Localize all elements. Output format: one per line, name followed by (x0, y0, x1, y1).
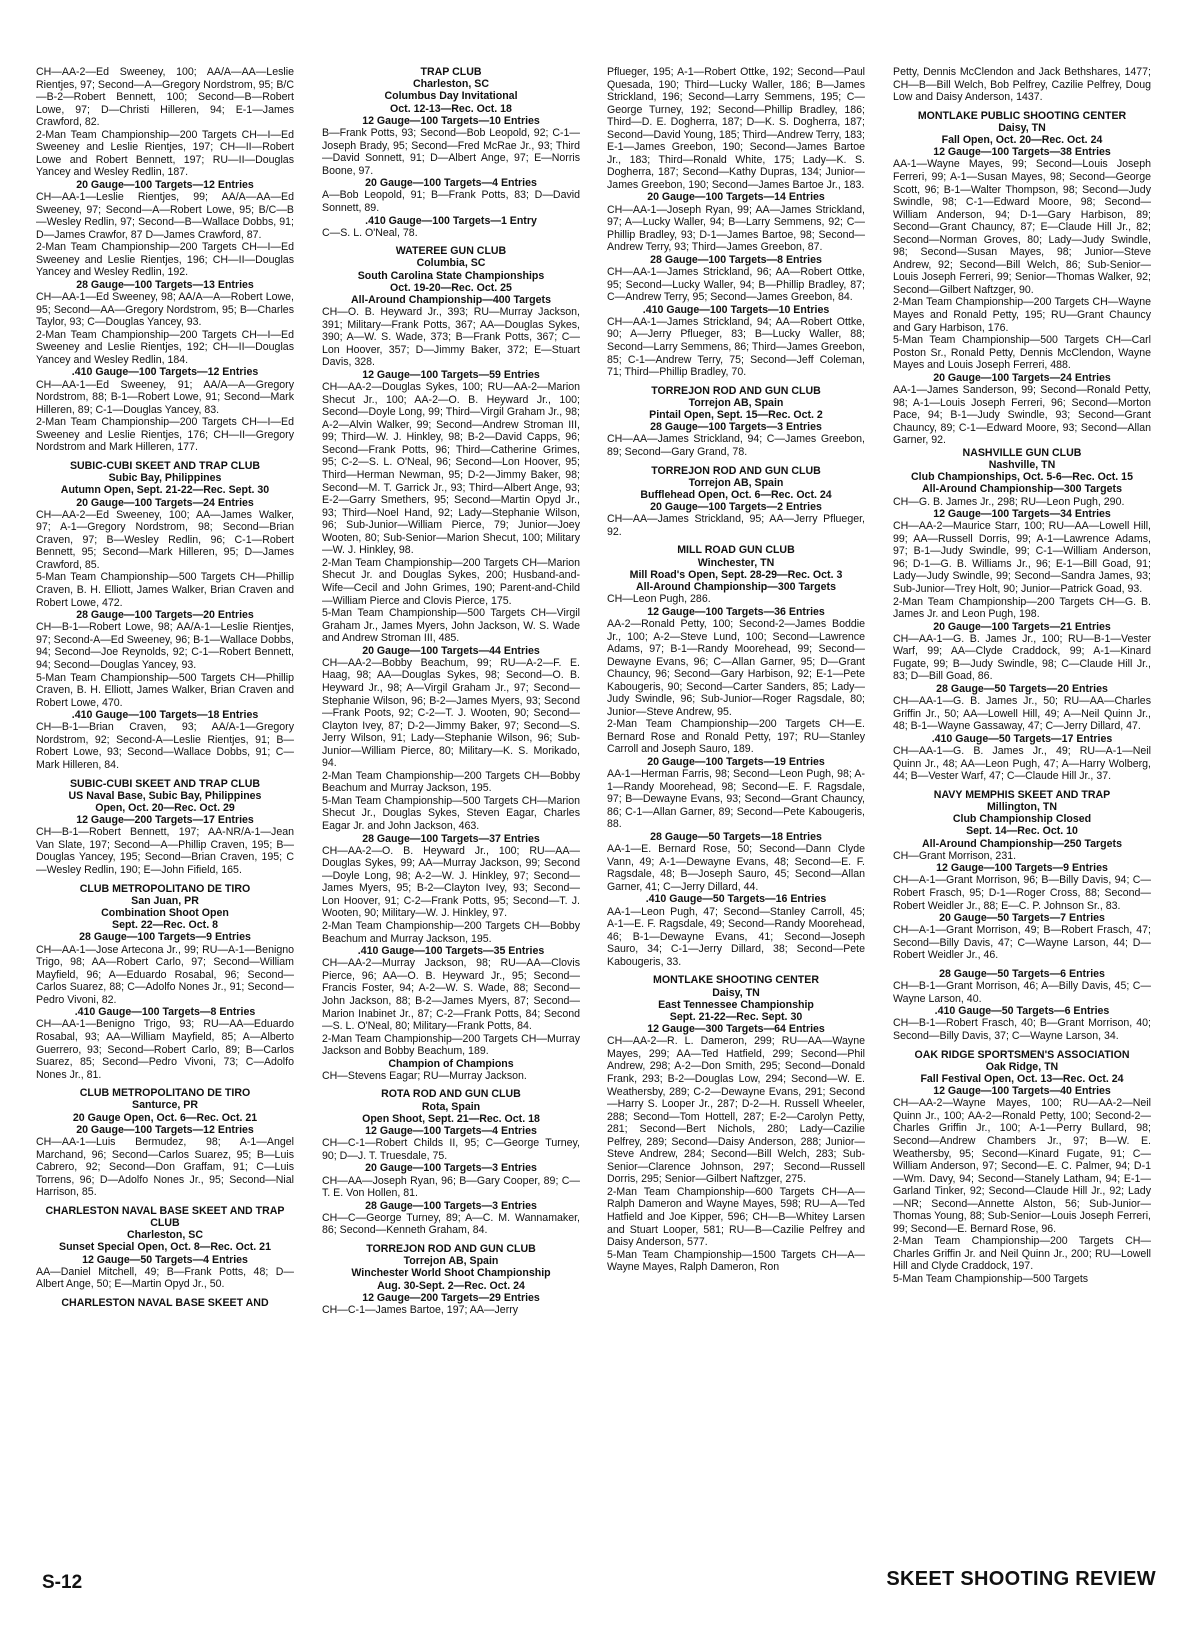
club-heading: CLUB METROPOLITANO DE TIRO (79, 1087, 251, 1100)
results-paragraph: 2-Man Team Championship—200 Targets CH—E. Bernard Rose and Ronald Petty, 197; RU—Stanley Carroll and Joseph Sauro, 189. (607, 718, 865, 756)
results-paragraph: AA-1—Herman Farris, 98; Second—Leon Pugh, 98; A-1—Randy Moorehead, 98; Second—E. F. Ragsdale, 97; B—Dewayne Evans, 93; Second—Grant Chauncy, 86; C-1—Allan Garner, 89; Second—Pete Kabougeris, 88. (607, 768, 865, 831)
results-paragraph: CH—AA-1—Ed Sweeney, 98; AA/A—A—Robert Lowe, 95; Second—AA—Gregory Nordstrom, 95; B—Charles Taylor, 93; C—Douglas Yancey, 93. (36, 291, 294, 329)
results-paragraph: C—S. L. O'Neal, 78. (322, 226, 418, 239)
club-heading: MONTLAKE PUBLIC SHOOTING CENTER (917, 109, 1127, 122)
event-subheading: 20 Gauge—100 Targets—24 Entries (76, 496, 254, 509)
event-subheading: Torrejon AB, Spain (403, 1255, 499, 1268)
event-subheading: 20 Gauge—100 Targets—21 Entries (933, 620, 1111, 633)
event-subheading: Nashville, TN (988, 458, 1056, 471)
event-subheading: Oak Ridge, TN (985, 1060, 1059, 1073)
event-subheading: Columbia, SC (416, 257, 486, 270)
event-subheading: All-Around Championship—300 Targets (636, 581, 836, 594)
results-paragraph: CH—B-1—Grant Morrison, 46; A—Billy Davis, 45; C—Wayne Larson, 40. (893, 980, 1151, 1005)
event-subheading: Sept. 21-22—Rec. Sept. 30 (669, 1010, 803, 1023)
results-paragraph: AA—Daniel Mitchell, 49; B—Frank Potts, 48; D—Albert Ange, 50; E—Martin Opyd Jr., 50. (36, 1265, 294, 1291)
text-column-4 (893, 66, 1151, 1286)
event-subheading: 12 Gauge—300 Targets—64 Entries (647, 1023, 825, 1036)
results-paragraph: CH—AA-2—O. B. Heyward Jr., 100; RU—AA—Douglas Sykes, 99; AA—Murray Jackson, 99; Second—Doyle Long, 98; A-2—W. J. Hinkley, 97; Second—James Myers, 95; B-2—Clayton Ivey, 93; Second—Lon Hoover, 91; C-2—Frank Potts, 95; Second—T. J. Wooten, 90; Military—W. J. Hinkley, 97. (322, 844, 580, 920)
results-paragraph: 2-Man Team Championship—200 Targets CH—Bobby Beachum and Murray Jackson, 195. (322, 920, 580, 945)
event-subheading: 28 Gauge—100 Targets—9 Entries (79, 931, 251, 944)
results-paragraph: 2-Man Team Championship—200 Targets CH—Wayne Mayes and Ronald Petty, 195; RU—Grant Chauncy and Gary Harbison, 176. (893, 296, 1151, 334)
event-subheading: All-Around Championship—300 Targets (922, 483, 1122, 496)
results-paragraph: CH—B-1—Robert Lowe, 98; AA/A-1—Leslie Rientjes, 97; Second-A—Ed Sweeney, 96; B-1—Wallace Dobbs, 94; Second—Joe Reynolds, 92; C-1—Robert Bennett, 94; Second—Douglas Yancey, 93. (36, 621, 294, 671)
results-paragraph: 2-Man Team Championship—200 Targets CH—Bobby Beachum and Murray Jackson, 195. (322, 769, 580, 795)
event-subheading: 20 Gauge—100 Targets—19 Entries (647, 756, 825, 769)
results-paragraph: CH—C—George Turney, 89; A—C. M. Wannamaker, 86; Second—Kenneth Graham, 84. (322, 1211, 580, 1237)
event-subheading: 28 Gauge—100 Targets—8 Entries (650, 253, 822, 266)
event-subheading: .410 Gauge—100 Targets—10 Entries (642, 303, 830, 316)
results-paragraph: CH—AA-1—Leslie Rientjes, 99; AA/A—AA—Ed Sweeney, 97; Second—A—Robert Lowe, 95; B/C—B—Wesley Redlin, 97; Second—B—Wallace Dobbs, 91; D—James Crawfor, 87 D—James Crawford, 87. (36, 191, 294, 241)
text-column-3 (607, 66, 865, 1274)
results-paragraph: 5-Man Team Championship—500 Targets (893, 1273, 1089, 1286)
event-subheading: South Carolina State Championships (357, 269, 545, 282)
event-subheading: Torrejon AB, Spain (688, 476, 784, 489)
event-subheading: East Tennessee Championship (658, 998, 814, 1011)
club-heading: CHARLESTON NAVAL BASE SKEET AND TRAP CLUB (45, 1204, 285, 1229)
results-paragraph: 5-Man Team Championship—1500 Targets CH—A—Wayne Mayes, Ralph Dameron, Ron (607, 1248, 865, 1274)
event-subheading: 28 Gauge—100 Targets—20 Entries (76, 609, 254, 622)
results-paragraph: 2-Man Team Championship—200 Targets CH—I—Ed Sweeney and Leslie Rientjes, 176; CH—II—Gregory Nordstrom and Mark Hilleren, 177. (36, 416, 294, 454)
results-paragraph: 5-Man Team Championship—500 Targets CH—Carl Poston Sr., Ronald Petty, Dennis McClendon, Wayne Mayes and Louis Joseph Ferreri, 488. (893, 334, 1151, 372)
event-subheading: 28 Gauge—50 Targets—6 Entries (939, 967, 1105, 980)
event-subheading: .410 Gauge—50 Targets—16 Entries (645, 893, 827, 906)
event-subheading: 20 Gauge—100 Targets—4 Entries (365, 177, 537, 190)
event-subheading: 20 Gauge—100 Targets—12 Entries (76, 178, 254, 191)
event-subheading: Subic Bay, Philippines (108, 472, 222, 485)
event-subheading: 28 Gauge—50 Targets—18 Entries (650, 830, 822, 843)
event-subheading: .410 Gauge—100 Targets—8 Entries (74, 1006, 256, 1019)
results-paragraph: 5-Man Team Championship—500 Targets CH—Phillip Craven, B. H. Elliott, James Walker, Brian Craven and Robert Lowe, 472. (36, 571, 294, 609)
results-paragraph: AA-1—Wayne Mayes, 99; Second—Louis Joseph Ferreri, 99; A-1—Susan Mayes, 98; Second—George Scott, 96; B-1—Walter Thompson, 98; Second—Judy Swindle, 98; C-1—Edward Moore, 98; Second—William Anderson, 94; D-1—Gary Harbison, 89; Second—Grant Chauncy, 87; E—Claude Hill Jr., 82; Second—Norman Groves, 80; Lady—Judy Swindle, 98; Second—Susan Mayes, 98; Junior—Steve Andrew, 92; Second—Bill Welch, 86; Sub-Senior—Louis Joseph Ferreri, 99; Senior—Thomas Walker, 92; Second—Gilbert Naftzger, 90. (893, 158, 1151, 296)
results-paragraph: AA-1—E. Bernard Rose, 50; Second—Dann Clyde Vann, 49; A-1—Dewayne Evans, 48; Second—E. F. Ragsdale, 48; B—Joseph Sauro, 45; Second—Allan Garner, 41; C—Jerry Dillard, 44. (607, 843, 865, 893)
event-subheading: Club Championships, Oct. 5-6—Rec. Oct. 15 (911, 471, 1133, 484)
event-subheading: Bufflehead Open, Oct. 6—Rec. Oct. 24 (640, 488, 832, 501)
club-heading: MILL ROAD GUN CLUB (677, 544, 795, 557)
results-paragraph: 2-Man Team Championship—200 Targets CH—I—Ed Sweeney and Leslie Rientjes, 196; CH—II—Douglas Yancey and Wesley Redlin, 192. (36, 241, 294, 279)
event-subheading: Sept. 14—Rec. Oct. 10 (966, 825, 1078, 838)
results-paragraph: CH—AA-2—Bobby Beachum, 99; RU—A-2—F. E. Haag, 98; AA—Douglas Sykes, 98; Second—O. B. Heyward Jr., 98; A—Virgil Graham Jr., 97; Second—Stephanie Wilson, 96; B-2—James Myers, 93; Second—Frank Poots, 92; C-2—T. J. Wooten, 90; Second—Clayton Ivey, 87; D-2—Jimmy Baker, 97; Second—S. Jerry Wilson, 91; Lady—Stephanie Wilson, 96; Sub-Junior—William Pierce, 80; Military—K. S. Morikado, 94. (322, 656, 580, 770)
event-subheading: 12 Gauge—200 Targets—17 Entries (76, 814, 254, 827)
event-subheading: Sept. 22—Rec. Oct. 8 (112, 919, 218, 932)
event-subheading: Torrejon AB, Spain (688, 396, 784, 409)
event-subheading: 12 Gauge—100 Targets—40 Entries (933, 1085, 1111, 1098)
results-paragraph: CH—AA-1—Luis Bermudez, 98; A-1—Angel Marchand, 96; Second—Carlos Suarez, 95; B—Luis Cabrero, 92; Second—Don Graffam, 91; C—Luis Torrens, 96; D—Adolfo Nones Jr., 95; Second—Nial Harrison, 85. (36, 1136, 294, 1199)
page-number: S-12 (42, 1572, 83, 1593)
results-paragraph: CH—AA—James Strickland, 94; C—James Greebon, 89; Second—Gary Grand, 78. (607, 433, 865, 458)
event-subheading: 20 Gauge—100 Targets—2 Entries (650, 501, 822, 514)
event-subheading: 20 Gauge—100 Targets—3 Entries (365, 1162, 537, 1175)
results-paragraph: CH—G. B. James Jr., 298; RU—Leon Pugh, 290. (893, 495, 1125, 508)
event-subheading: San Juan, PR (131, 894, 199, 907)
club-heading: SUBIC-CUBI SKEET AND TRAP CLUB (69, 459, 261, 472)
results-paragraph: CH—AA—Joseph Ryan, 96; B—Gary Cooper, 89; C—T. E. Von Hollen, 81. (322, 1174, 580, 1200)
results-paragraph: CH—AA-1—Ed Sweeney, 91; AA/A—A—Gregory Nordstrom, 88; B-1—Robert Lowe, 91; Second—Mark Hilleren, 89; C-1—Douglas Yancey, 83. (36, 378, 294, 416)
event-subheading: Combination Shoot Open (101, 906, 229, 919)
event-subheading: Rota, Spain (421, 1100, 481, 1113)
results-paragraph: CH—B-1—Brian Craven, 93; AA/A-1—Gregory Nordstrom, 92; Second-A—Leslie Rientjes, 91; B—Robert Lowe, 93; Second—Wallace Dobbs, 91; C—Mark Hilleren, 84. (36, 721, 294, 771)
results-paragraph: AA-1—Leon Pugh, 47; Second—Stanley Carroll, 45; A-1—E. F. Ragsdale, 49; Second—Randy Moorehead, 46; B-1—Dewayne Evans, 41; Second—Joseph Sauro, 34; C-1—Jerry Dillard, 38; Second—Pete Kabougeris, 33. (607, 905, 865, 968)
results-paragraph: 5-Man Team Championship—500 Targets CH—Virgil Graham Jr., James Myers, John Jackson, W. S. Wade and Andrew Stroman III, 485. (322, 607, 580, 645)
club-heading: TORREJON ROD AND GUN CLUB (366, 1242, 536, 1255)
results-paragraph: AA-2—Ronald Petty, 100; Second-2—James Boddie Jr., 100; A-2—Steve Lund, 100; Second—Lawrence Adams, 97; B-1—Randy Moorehead, 99; Second—Dewayne Evans, 96; C—Allan Garner, 95; D—Grant Chauncy, 96; Second—Gary Harbison, 92; E-1—Pete Kabougeris, 90; Second—Carter Sanders, 85; Lady—Judy Swindle, 96; Sub-Junior—Roger Ragsdale, 80; Junior—Steve Andrew, 95. (607, 618, 865, 718)
club-heading: OAK RIDGE SPORTSMEN'S ASSOCIATION (914, 1048, 1130, 1061)
results-paragraph: Petty, Dennis McClendon and Jack Bethshares, 1477; CH—B—Bill Welch, Bob Pelfrey, Cazilie Pelfrey, Doug Low and Daisy Anderson, 1437. (893, 66, 1151, 104)
results-paragraph: CH—A-1—Grant Morrison, 96; B—Billy Davis, 94; C—Robert Frasch, 95; D-1—Roger Cross, 88; Second—Robert Weidler Jr., 88; E—C. P. Johnson Sr., 83. (893, 874, 1151, 912)
results-paragraph: CH—AA-1—James Strickland, 94; AA—Robert Ottke, 90; A—Jerry Pflueger, 83; B—Lucky Waller, 88; Second—Larry Semmens, 86; Third—James Greebon, 85; C-1—Andrew Terry, 75; Second—Jeff Coleman, 71; Third—Phillip Bradley, 70. (607, 315, 865, 379)
results-paragraph: CH—AA—James Strickland, 95; AA—Jerry Pflueger, 92. (607, 513, 865, 538)
event-subheading: All-Around Championship—250 Targets (922, 837, 1122, 850)
results-paragraph: CH—AA-2—Ed Sweeney, 100; AA/A—AA—Leslie Rientjes, 97; Second—A—Gregory Nordstrom, 95; B/C—B-2—Robert Bennett, 100; Second—B—Robert Lowe, 97; D—Christi Hilleren, 94; E-1—James Crawford, 82. (36, 66, 294, 129)
results-paragraph: CH—AA-1—G. B. James Jr., 100; RU—B-1—Vester Warf, 99; AA—Clyde Craddock, 99; A-1—Kinard Fugate, 99; B—Judy Swindle, 98; C—Claude Hill Jr., 83; D—Bill Goad, 86. (893, 632, 1151, 683)
results-paragraph: CH—AA-2—Maurice Starr, 100; RU—AA—Lowell Hill, 99; AA—Russell Dorris, 99; A-1—Lawrence Adams, 97; B-1—Judy Swindle, 99; C-1—William Anderson, 96; D-1—G. B. Williams Jr., 96; E-1—Bill Goad, 91; Lady—Judy Swindle, 99; Second—Sandra James, 93; Sub-Junior—Trey Holt, 90; Junior—Patrick Goad, 93. (893, 520, 1151, 595)
event-subheading: 20 Gauge Open, Oct. 6—Rec. Oct. 21 (72, 1111, 258, 1124)
event-subheading: Millington, TN (986, 800, 1058, 813)
results-paragraph: 2-Man Team Championship—200 Targets CH—Charles Griffin Jr. and Neil Quinn Jr., 200; RU—Lowell Hill and Clyde Craddock, 197. (893, 1235, 1151, 1273)
results-paragraph: Pflueger, 195; A-1—Robert Ottke, 192; Second—Paul Quesada, 190; Third—Lucky Waller, 186; B—James Strickland, 196; Second—Larry Semmens, 195; C—George Turney, 192; Second—Phillip Bradley, 186; Third—D. E. Dogherra, 187; D—K. S. Dogherra, 187; Second—David Young, 185; Third—Andrew Terry, 183; E-1—James Greebon, 190; Second—James Bartoe Jr., 183; Third—Ronald White, 175; Lady—K. S. Dogherra, 187; Second—Kathy Dupras, 134; Junior—James Greebon, 190; Second—James Bartoe Jr., 183. (607, 66, 865, 191)
text-column-1 (36, 66, 294, 1309)
event-subheading: .410 Gauge—100 Targets—12 Entries (71, 366, 259, 379)
event-subheading: Mill Road's Open, Sept. 28-29—Rec. Oct. 3 (629, 568, 843, 581)
event-subheading: 28 Gauge—100 Targets—3 Entries (650, 421, 822, 434)
results-paragraph: CH—AA-1—Jose Artecona Jr., 99; RU—A-1—Benigno Trigo, 98; AA—Robert Carlo, 97; Second—William Mayfield, 96; A—Eduardo Rosabal, 96; Second—Carlos Suarez, 88; C—Adolfo Nones Jr., 91; Second—Pedro Vivoni, 82. (36, 943, 294, 1006)
results-paragraph: CH—C-1—Robert Childs II, 95; C—George Turney, 90; D—J. T. Truesdale, 75. (322, 1137, 580, 1162)
results-paragraph: CH—Grant Morrison, 231. (893, 849, 1017, 862)
event-subheading: Daisy, TN (998, 121, 1046, 134)
results-paragraph: CH—AA-1—G. B. James Jr., 50; RU—AA—Charles Griffin Jr., 50; AA—Lowell Hill, 49; A—Neil Quinn Jr., 48; B-1—Wayne Gassaway, 47; C—Jerry Dillard, 47. (893, 695, 1151, 733)
event-subheading: .410 Gauge—100 Targets—18 Entries (71, 709, 259, 722)
event-subheading: Columbus Day Invitational (384, 90, 518, 103)
event-subheading: 20 Gauge—100 Targets—12 Entries (76, 1123, 254, 1136)
event-subheading: .410 Gauge—100 Targets—1 Entry (365, 214, 537, 227)
results-paragraph: CH—Leon Pugh, 286. (607, 593, 711, 606)
event-subheading: US Naval Base, Subic Bay, Philippines (68, 789, 262, 802)
event-subheading: Open Shoot, Sept. 21—Rec. Oct. 18 (362, 1112, 540, 1125)
event-subheading: 20 Gauge—50 Targets—7 Entries (939, 912, 1105, 925)
club-heading: NAVY MEMPHIS SKEET AND TRAP (933, 788, 1111, 801)
text-column-2 (322, 66, 580, 1317)
event-subheading: Winchester World Shoot Championship (351, 1267, 551, 1280)
event-subheading: All-Around Championship—400 Targets (351, 294, 551, 307)
event-subheading: 28 Gauge—50 Targets—20 Entries (936, 683, 1108, 696)
event-subheading: 12 Gauge—100 Targets—10 Entries (362, 114, 540, 127)
club-heading: CLUB METROPOLITANO DE TIRO (79, 882, 251, 895)
club-heading: MONTLAKE SHOOTING CENTER (653, 974, 819, 987)
event-subheading: 12 Gauge—100 Targets—59 Entries (362, 369, 540, 381)
results-paragraph: 2-Man Team Championship—200 Targets CH—Marion Shecut Jr. and Douglas Sykes, 200; Husband-and-Wife—Cecil and John Grimes, 190; Parent-and-Child—William Pierce and Clovis Pierce, 175. (322, 556, 580, 607)
results-paragraph: 2-Man Team Championship—200 Targets CH—I—Ed Sweeney and Leslie Rientjes, 192; CH—II—Douglas Yancey and Wesley Redlin, 184. (36, 328, 294, 366)
event-subheading: .410 Gauge—100 Targets—35 Entries (357, 945, 545, 958)
event-subheading: 12 Gauge—100 Targets—38 Entries (933, 146, 1111, 159)
event-subheading: Pintail Open, Sept. 15—Rec. Oct. 2 (649, 409, 823, 422)
event-subheading: 20 Gauge—100 Targets—24 Entries (933, 371, 1111, 384)
event-subheading: Club Championship Closed (952, 813, 1092, 826)
results-paragraph: CH—AA-2—Ed Sweeney, 100; AA—James Walker, 97; A-1—Gregory Nordstrom, 98; Second—Brian Craven, 97; B—Wesley Redlin, 96; C-1—Robert Bennett, 95; Second—Mark Hilleren, 95; D—James Crawford, 85. (36, 508, 294, 571)
event-subheading: 12 Gauge—100 Targets—36 Entries (647, 605, 825, 618)
results-paragraph: CH—Stevens Eagar; RU—Murray Jackson. (322, 1069, 527, 1082)
results-paragraph: CH—A-1—Grant Morrison, 49; B—Robert Frasch, 47; Second—Billy Davis, 47; C—Wayne Larson, 44; D—Robert Weidler Jr., 46. (893, 924, 1151, 962)
event-subheading: .410 Gauge—50 Targets—17 Entries (931, 732, 1113, 745)
results-paragraph: CH—AA-2—Wayne Mayes, 100; RU—AA-2—Neil Quinn Jr., 100; AA-2—Ronald Petty, 100; Second-2—Charles Griffin Jr., 100; A-1—Perry Bullard, 98; Second—Andrew Chambers Jr., 97; B—W. E. Weathersby, 95; Second—Kinard Fugate, 91; C—William Anderson, 97; Second—E. C. Palmer, 94; D-1—Wm. Davy, 94; Second—Stanely Latham, 94; E-1—Garland Tinker, 92; Second—Claude Hill Jr., 92; Lady—NR; Second—Annette Alston, 56; Sub-Junior—Thomas Young, 88; Sub-Senior—Louis Joseph Ferreri, 99; Second—E. Bernard Rose, 96. (893, 1097, 1151, 1235)
event-subheading: Winchester, TN (697, 556, 775, 569)
results-paragraph: CH—AA-2—Murray Jackson, 98; RU—AA—Clovis Pierce, 96; AA—O. B. Heyward Jr., 95; Second—Francis Foster, 94; A-2—W. S. Wade, 88; Second—John Jackson, 88; B-2—James Myers, 87; Second—Marion Inabinet Jr., 87; C-2—Frank Potts, 84; Second—S. L. O'Neal, 80; Military—Frank Potts, 84. (322, 957, 580, 1033)
results-paragraph: CH—AA-2—R. L. Dameron, 299; RU—AA—Wayne Mayes, 299; AA—Ted Hatfield, 299; Second—Phil Andrew, 298; A-2—Don Smith, 295; Second—Donald Frank, 293; B-2—Douglas Low, 294; Second—W. E. Weathersby, 289; C-2—Dewayne Evans, 291; Second—Harry S. Looper Jr., 287; D-2—H. Russell Wheeler, 288; Second—Tom Hottell, 287; E-2—Carolyn Petty, 281; Second—Bert Nichols, 280; Lady—Cazilie Pelfrey, 289; Second—Daisy Anderson, 288; Junior—Steve Andrew, 284; Second—Bill Welch, 283; Sub-Senior—Clarence Johnson, 297; Second—Russell Dorris, 295; Senior—Gilbert Naftzger, 275. (607, 1035, 865, 1186)
event-subheading: Charleston, SC (413, 78, 489, 91)
club-heading: TRAP CLUB (420, 66, 482, 78)
event-subheading: Champion of Champions (388, 1057, 514, 1070)
results-paragraph: 2-Man Team Championship—600 Targets CH—A—Ralph Dameron and Wayne Mayes, 598; RU—A—Ted Hatfield and Joe Kipper, 596; CH—B—Whitey Larsen and Stuart Looper, 581; RU—B—Cazilie Pelfrey and Daisy Anderson, 577. (607, 1185, 865, 1249)
results-paragraph: AA-1—James Sanderson, 99; Second—Ronald Petty, 98; A-1—Louis Joseph Ferreri, 96; Second—Morton Pace, 94; B-1—Judy Swindle, 93; Second—Grant Chauncy, 89; C-1—Edward Moore, 93; Second—Allan Garner, 92. (893, 383, 1151, 447)
results-paragraph: CH—B-1—Robert Frasch, 40; B—Grant Morrison, 40; Second—Billy Davis, 37; C—Wayne Larson, 34. (893, 1017, 1151, 1042)
results-paragraph: 2-Man Team Championship—200 Targets CH—I—Ed Sweeney and Leslie Rientjes, 197; CH—II—Robert Lowe and Robert Bennett, 197; RU—II—Douglas Yancey and Wesley Redlin, 187. (36, 128, 294, 179)
results-paragraph: CH—AA-1—James Strickland, 96; AA—Robert Ottke, 95; Second—Lucky Waller, 94; B—Phillip Bradley, 87; C—Andrew Terry, 95; Second—James Greebon, 84. (607, 266, 865, 304)
magazine-title: SKEET SHOOTING REVIEW (886, 1568, 1156, 1590)
club-heading: SUBIC-CUBI SKEET AND TRAP CLUB (69, 777, 261, 790)
event-subheading: Charleston, SC (127, 1229, 203, 1242)
event-subheading: Sunset Special Open, Oct. 8—Rec. Oct. 21 (59, 1241, 271, 1254)
event-subheading: Oct. 12-13—Rec. Oct. 18 (390, 102, 512, 115)
event-subheading: .410 Gauge—50 Targets—6 Entries (934, 1005, 1110, 1018)
results-paragraph: 2-Man Team Championship—200 Targets CH—Murray Jackson and Bobby Beachum, 189. (322, 1032, 580, 1058)
club-heading: TORREJON ROD AND GUN CLUB (651, 464, 821, 477)
event-subheading: 28 Gauge—100 Targets—3 Entries (365, 1199, 537, 1212)
results-paragraph: CH—AA-2—Douglas Sykes, 100; RU—AA-2—Marion Shecut Jr., 100; AA-2—O. B. Heyward Jr., 100; Second—Doyle Long, 99; Third—Virgil Graham Jr., 98; A-2—Alvin Walker, 99; Second—Andrew Stroman III, 99; Third—W. J. Hinkley, 98; B-2—David Capps, 96; Second—Frank Potts, 96; Third—Catherine Grimes, 95; C-2—S. L. O'Neal, 96; Second—Lon Hoover, 95; Third—Herman Newman, 95; D-2—Jimmy Baker, 98; Second—M. T. Garrick Jr., 93; Third—Albert Ange, 93; E-2—Garry Smethers, 95; Second—Martin Opyd Jr., 93; Third—Noel Hand, 92; Lady—Stephanie Wilson, 96; Sub-Junior—William Pierce, 79; Junior—Joey Wooten, 80; Sub-Senior—Marion Shecut, 100; Military—W. J. Hinkley, 98. (322, 381, 580, 557)
event-subheading: 20 Gauge—100 Targets—44 Entries (362, 644, 540, 657)
results-paragraph: CH—C-1—James Bartoe, 197; AA—Jerry (322, 1303, 519, 1316)
results-paragraph: CH—B-1—Robert Bennett, 197; AA-NR/A-1—Jean Van Slate, 197; Second—A—Phillip Craven, 195; B—Douglas Yancey, 195; Second—Brian Craven, 195; C—Wesley Redlin, 190; E—John Fifield, 165. (36, 826, 294, 876)
results-paragraph: 5-Man Team Championship—500 Targets CH—Phillip Craven, B. H. Elliott, James Walker, Brian Craven and Robert Lowe, 470. (36, 671, 294, 709)
results-paragraph: CH—O. B. Heyward Jr., 393; RU—Murray Jackson, 391; Military—Frank Potts, 367; AA—Douglas Sykes, 390; A—W. S. Wade, 373; B—Frank Potts, 367; C—Lon Hoover, 357; D—Jimmy Baker, 372; E—Stuart Davis, 328. (322, 306, 580, 369)
event-subheading: 12 Gauge—100 Targets—9 Entries (936, 862, 1108, 875)
event-subheading: 12 Gauge—100 Targets—4 Entries (365, 1125, 537, 1138)
results-paragraph: CH—AA-1—Benigno Trigo, 93; RU—AA—Eduardo Rosabal, 93; AA—William Mayfield, 85; A—Alberto Guerrero, 93; Second—Robert Carlo, 89; B—Carlos Suarez, 85; Second—Pedro Vivoni, 73; C—Adolfo Nones Jr., 81. (36, 1018, 294, 1081)
results-paragraph: B—Frank Potts, 93; Second—Bob Leopold, 92; C-1—Joseph Brady, 95; Second—Fred McRae Jr., 93; Third—David Sonnett, 91; D—Albert Ange, 97; E—Norris Boone, 97. (322, 127, 580, 177)
event-subheading: Daisy, TN (712, 986, 760, 999)
event-subheading: Fall Festival Open, Oct. 13—Rec. Oct. 24 (920, 1072, 1124, 1085)
event-subheading: 12 Gauge—50 Targets—4 Entries (82, 1253, 248, 1266)
event-subheading: Fall Open, Oct. 20—Rec. Oct. 24 (941, 134, 1103, 147)
event-subheading: 28 Gauge—100 Targets—13 Entries (76, 278, 254, 291)
event-subheading: Aug. 30-Sept. 2—Rec. Oct. 24 (377, 1279, 525, 1292)
results-paragraph: CH—AA-1—Joseph Ryan, 99; AA—James Strickland, 97; A—Lucky Waller, 94; B—Larry Semmens, 92; C—Phillip Bradley, 93; D-1—James Bartoe, 98; Second—Andrew Terry, 93; Third—James Greebon, 87. (607, 203, 865, 254)
event-subheading: 12 Gauge—200 Targets—29 Entries (362, 1291, 540, 1304)
event-subheading: 28 Gauge—100 Targets—37 Entries (362, 832, 540, 845)
club-heading: ROTA ROD AND GUN CLUB (381, 1088, 521, 1101)
results-paragraph: 5-Man Team Championship—500 Targets CH—Marion Shecut Jr., Douglas Sykes, Steven Eagar, Charles Eagar Jr. and John Jackson, 463. (322, 794, 580, 832)
club-heading: CHARLESTON NAVAL BASE SKEET AND (61, 1296, 269, 1309)
event-subheading: 12 Gauge—100 Targets—34 Entries (933, 508, 1111, 521)
results-paragraph: 2-Man Team Championship—200 Targets CH—G. B. James Jr. and Leon Pugh, 198. (893, 595, 1151, 621)
event-subheading: Santurce, PR (132, 1099, 198, 1112)
results-paragraph: CH—AA-1—G. B. James Jr., 49; RU—A-1—Neil Quinn Jr., 48; AA—Leon Pugh, 47; A—Harry Wolberg, 44; B—Vester Warf, 47; C—Claude Hill Jr., 37. (893, 745, 1151, 783)
club-heading: WATEREE GUN CLUB (395, 245, 507, 258)
club-heading: NASHVILLE GUN CLUB (962, 446, 1082, 459)
results-paragraph: A—Bob Leopold, 91; B—Frank Potts, 83; D—David Sonnett, 89. (322, 189, 580, 214)
club-heading: TORREJON ROD AND GUN CLUB (651, 384, 821, 397)
event-subheading: Open, Oct. 20—Rec. Oct. 29 (95, 801, 235, 814)
event-subheading: Oct. 19-20—Rec. Oct. 25 (390, 281, 512, 294)
event-subheading: Autumn Open, Sept. 21-22—Rec. Sept. 30 (60, 484, 270, 497)
event-subheading: 20 Gauge—100 Targets—14 Entries (647, 191, 825, 204)
